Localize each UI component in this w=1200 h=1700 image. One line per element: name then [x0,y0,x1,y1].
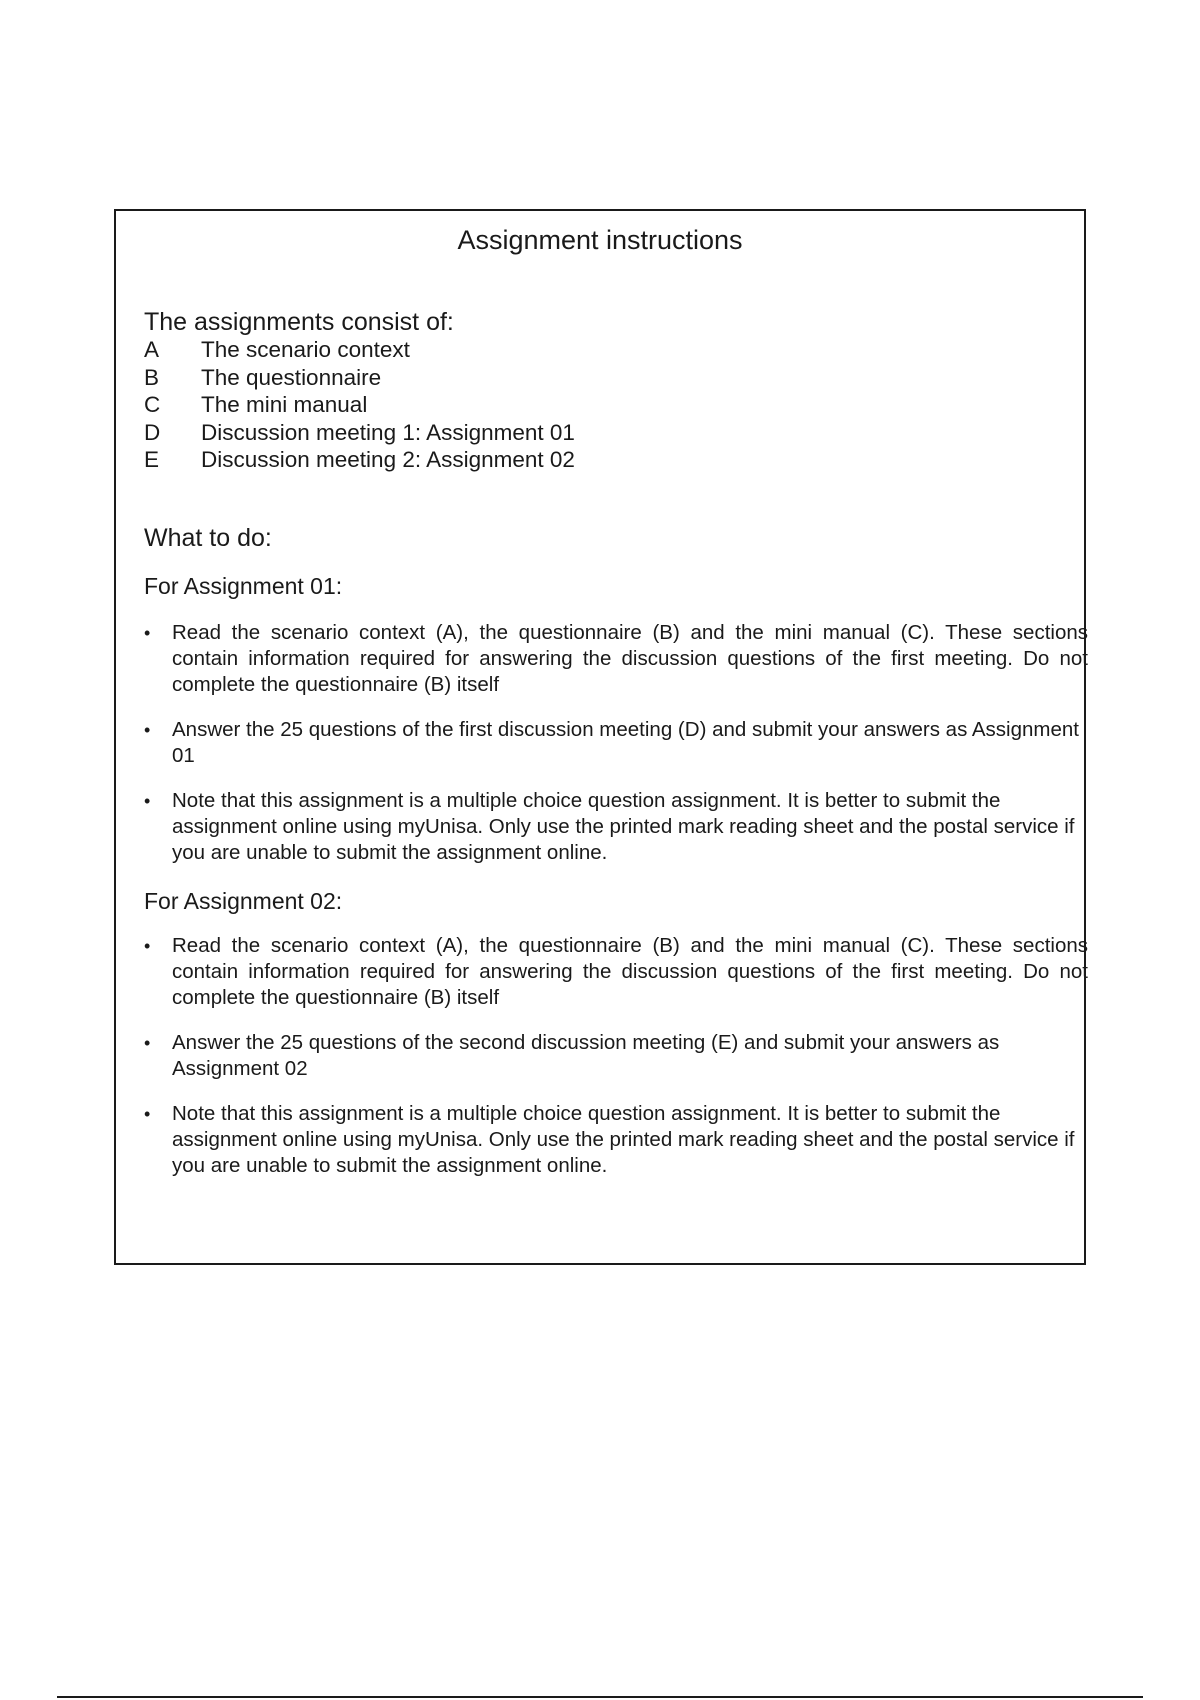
instructions-box [114,209,1086,1265]
assignment-01-bullets [144,620,1088,885]
bullet-text: Note that this assignment is a multiple choice question assignment. It is better to submit the assignment online using myUnisa. Only use the printed mark reading sheet and the postal service if you are unable to submit the assignment online. [172,1102,1075,1177]
bullet-text: Read the scenario context (A), the questionnaire (B) and the mini manual (C). These sections contain information required for answering the discussion questions of the first meeting. Do not complete the questionnaire (B) itself [172,621,1088,696]
footer-divider [57,1696,1143,1698]
intro-text: The assignments consist of: [144,308,454,336]
part-letter: D [144,419,161,445]
assignment-parts-list [144,336,575,474]
assignment-02-heading: For Assignment 02: [144,888,343,914]
bullet-icon: • [144,791,151,811]
part-label: The mini manual [201,392,368,417]
bullet-icon: • [144,623,151,643]
bullet-item [144,1101,1088,1179]
part-item [144,364,575,392]
bullet-item [144,1030,1088,1082]
bullet-icon: • [144,936,151,956]
bullet-item [144,933,1088,1011]
bullet-item [144,717,1088,769]
bullet-item [144,788,1088,866]
bullet-icon: • [144,1033,151,1053]
part-letter: E [144,447,160,472]
bullet-text: Answer the 25 questions of the second discussion meeting (E) and submit your answers as Assignment 02 [172,1031,1000,1080]
part-item [144,419,575,447]
part-letter: B [144,364,160,390]
part-label: Discussion meeting 1: Assignment 01 [201,419,575,445]
bullet-text: Answer the 25 questions of the first discussion meeting (D) and submit your answers as Assignment 01 [172,718,1079,767]
bullet-item [144,620,1088,698]
part-label: The questionnaire [201,364,382,390]
part-label: Discussion meeting 2: Assignment 02 [201,447,575,472]
page-title: Assignment instructions [457,225,743,255]
bullet-text: Note that this assignment is a multiple choice question assignment. It is better to submit the assignment online using myUnisa. Only use the printed mark reading sheet and the postal service if you are unable to submit the assignment online. [172,789,1075,864]
assignment-01-heading: For Assignment 01: [144,573,343,599]
part-label: The scenario context [201,337,410,362]
bullet-icon: • [144,1104,151,1124]
assignment-02-bullets [144,933,1088,1198]
part-item [144,446,575,474]
part-item [144,391,575,419]
what-to-do-heading: What to do: [144,524,272,552]
bullet-icon: • [144,720,151,740]
bullet-text: Read the scenario context (A), the questionnaire (B) and the mini manual (C). These sections contain information required for answering the discussion questions of the first meeting. Do not complete the questionnaire (B) itself [172,934,1088,1009]
part-letter: A [144,337,160,362]
part-letter: C [144,392,161,417]
part-item [144,336,575,364]
